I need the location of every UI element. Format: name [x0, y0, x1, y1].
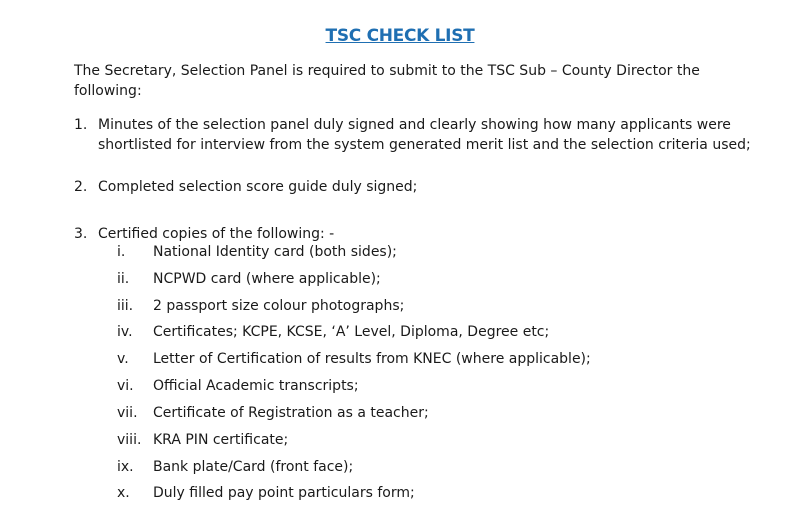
sub-item-text: KRA PIN certificate;	[153, 432, 289, 448]
sub-item-numeral: ii.	[117, 271, 130, 287]
sub-item-text: Letter of Certification of results from KNEC (where applicable);	[153, 351, 591, 367]
list-item-text: Completed selection score guide duly signed;	[98, 179, 418, 195]
list-item-text: Certified copies of the following: -	[98, 226, 335, 242]
sub-item-text: 2 passport size colour photographs;	[153, 298, 405, 314]
sub-item-text: Certificate of Registration as a teacher;	[153, 405, 429, 421]
sub-item-text: NCPWD card (where applicable);	[153, 271, 381, 287]
sub-item-text: Bank plate/Card (front face);	[153, 459, 354, 475]
list-item-text: Minutes of the selection panel duly signed and clearly showing how many applicants were shortlisted for interview from the system generated merit list and the selection criteria used;	[98, 117, 751, 153]
sub-item-numeral: i.	[117, 244, 126, 260]
sub-item-numeral: x.	[117, 485, 130, 501]
sub-item-numeral: v.	[117, 351, 129, 367]
sub-item-numeral: viii.	[117, 432, 142, 448]
sub-item-text: Official Academic transcripts;	[153, 378, 359, 394]
intro-paragraph: The Secretary, Selection Panel is required to submit to the TSC Sub – County Director the following:	[74, 63, 700, 99]
page-title: TSC CHECK LIST	[325, 26, 475, 46]
sub-item-numeral: vi.	[117, 378, 134, 394]
sub-item-text: National Identity card (both sides);	[153, 244, 397, 260]
sub-item-text: Duly filled pay point particulars form;	[153, 485, 415, 501]
sub-item-numeral: ix.	[117, 459, 134, 475]
list-item-number: 1.	[74, 117, 88, 133]
sub-item-numeral: iii.	[117, 298, 134, 314]
list-item-number: 3.	[74, 226, 88, 242]
sub-item-numeral: vii.	[117, 405, 138, 421]
list-item-number: 2.	[74, 179, 88, 195]
sub-item-numeral: iv.	[117, 324, 133, 340]
cropped-text-line	[125, 0, 505, 3]
sub-item-text: Certificates; KCPE, KCSE, ‘A’ Level, Diploma, Degree etc;	[153, 324, 550, 340]
